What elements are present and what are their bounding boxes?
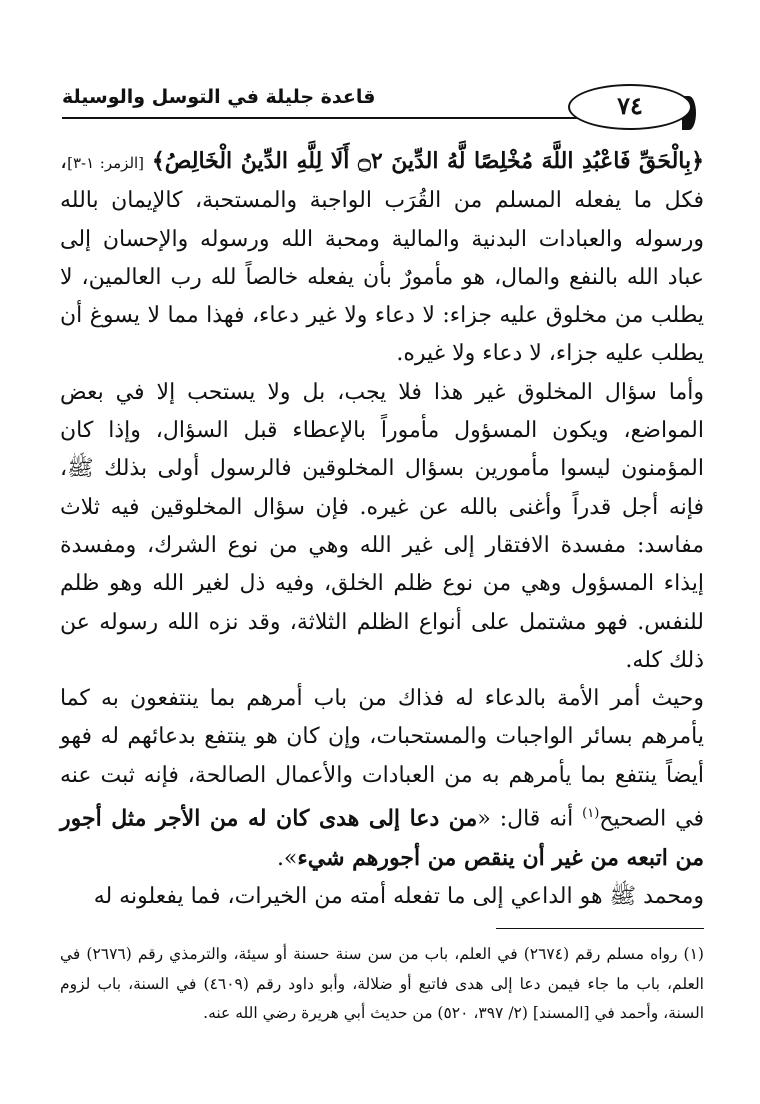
paragraph-2: وأما سؤال المخلوق غير هذا فلا يجب، بل ولا يستحب إلا في بعض المواضع، ويكون المسؤول مأموراً بالإعطاء قبل السؤال، وإذا كان المؤمنون ليسوا مأمورين بسؤال المخلوقين فالرسول أولى بذلك ﷺ، فإنه أجل قدراً وأغنى بالله عن غيره. فإن سؤال المخلوقين فيه ثلاث مفاسد: مفسدة الافتقار إلى غير الله وهي من نوع الشرك، ومفسدة إيذاء المسؤول وهي من نوع ظلم الخلق، وفيه ذل لغير الله وهو ظلم للنفس. فهو مشتمل على أنواع الظلم الثلاثة، وقد نزه الله رسوله عن ذلك كله. [60, 379, 704, 673]
verse-reference: [الزمر: ١-٣] [67, 154, 145, 172]
paragraph-1-text: ، فكل ما يفعله المسلم من القُرَب الواجبة والمستحبة، كالإيمان بالله ورسوله والعبادات البدنية والمالية ومحبة الله ورسوله والإحسان إلى عباد الله بالنفع والمال، هو مأمورٌ بأن يفعله خالصاً لله رب العالمين، لا يطلب من مخلوق عليه جزاء: لا دعاء ولا غير دعاء، فهذا مما لا يسوغ أن يطلب عليه جزاء، لا دعاء ولا غيره. [60, 149, 704, 367]
book-title: قاعدة جليلة في التوسل والوسيلة [62, 86, 376, 108]
running-header [62, 84, 702, 134]
paragraph-4: ومحمد ﷺ هو الداعي إلى ما تفعله أمته من الخيرات، فما يفعلونه له [93, 883, 704, 909]
paragraph-1 [60, 142, 704, 374]
paragraph-3 [60, 680, 704, 878]
paragraph-3-mid: أنه قال: « [477, 806, 583, 832]
hadith-text: من دعا إلى هدى كان له من الأجر مثل أجور من اتبعه من غير أن ينقص من أجورهم شيء [60, 805, 704, 871]
header-rule [62, 117, 582, 119]
main-text [60, 142, 704, 916]
footnote-marker[interactable]: (١) [582, 806, 600, 822]
footnote-1: (١) رواه مسلم رقم (٢٦٧٤) في العلم، باب من سن سنة حسنة أو سيئة، والترمذي رقم (٢٦٧٦) في العلم، باب ما جاء فيمن دعا إلى هدى فاتبع أو ضلالة، وأبو داود رقم (٤٦٠٩) في السنة، باب لزوم السنة، وأحمد في [المسند] (٢/ ٣٩٧، ٥٢٠) من حديث أبي هريرة رضي الله عنه. [60, 945, 704, 1022]
quran-verse: ﴿بِالْحَقِّ فَاعْبُدِ اللَّهَ مُخْلِصًا لَّهُ الدِّينَ ۝٢ أَلَا لِلَّهِ الدِّينُ الْخَالِصُ﴾ [151, 148, 704, 174]
paragraph-3-start: وحيث أمر الأمة بالدعاء له فذاك من باب أمرهم بما ينتفعون به كما يأمرهم بسائر الواجبات والمستحبات، وإن كان هو ينتفع بدعائهم له فهو أيضاً ينتفع بما يأمرهم به من العبادات والأعمال الصالحة، فإنه ثبت عنه في الصحيح [60, 686, 704, 832]
footnotes [60, 940, 704, 1029]
page-number: ٧٤ [617, 91, 643, 120]
footnote-separator [496, 928, 704, 929]
paragraph-3-end: ». [276, 845, 298, 871]
